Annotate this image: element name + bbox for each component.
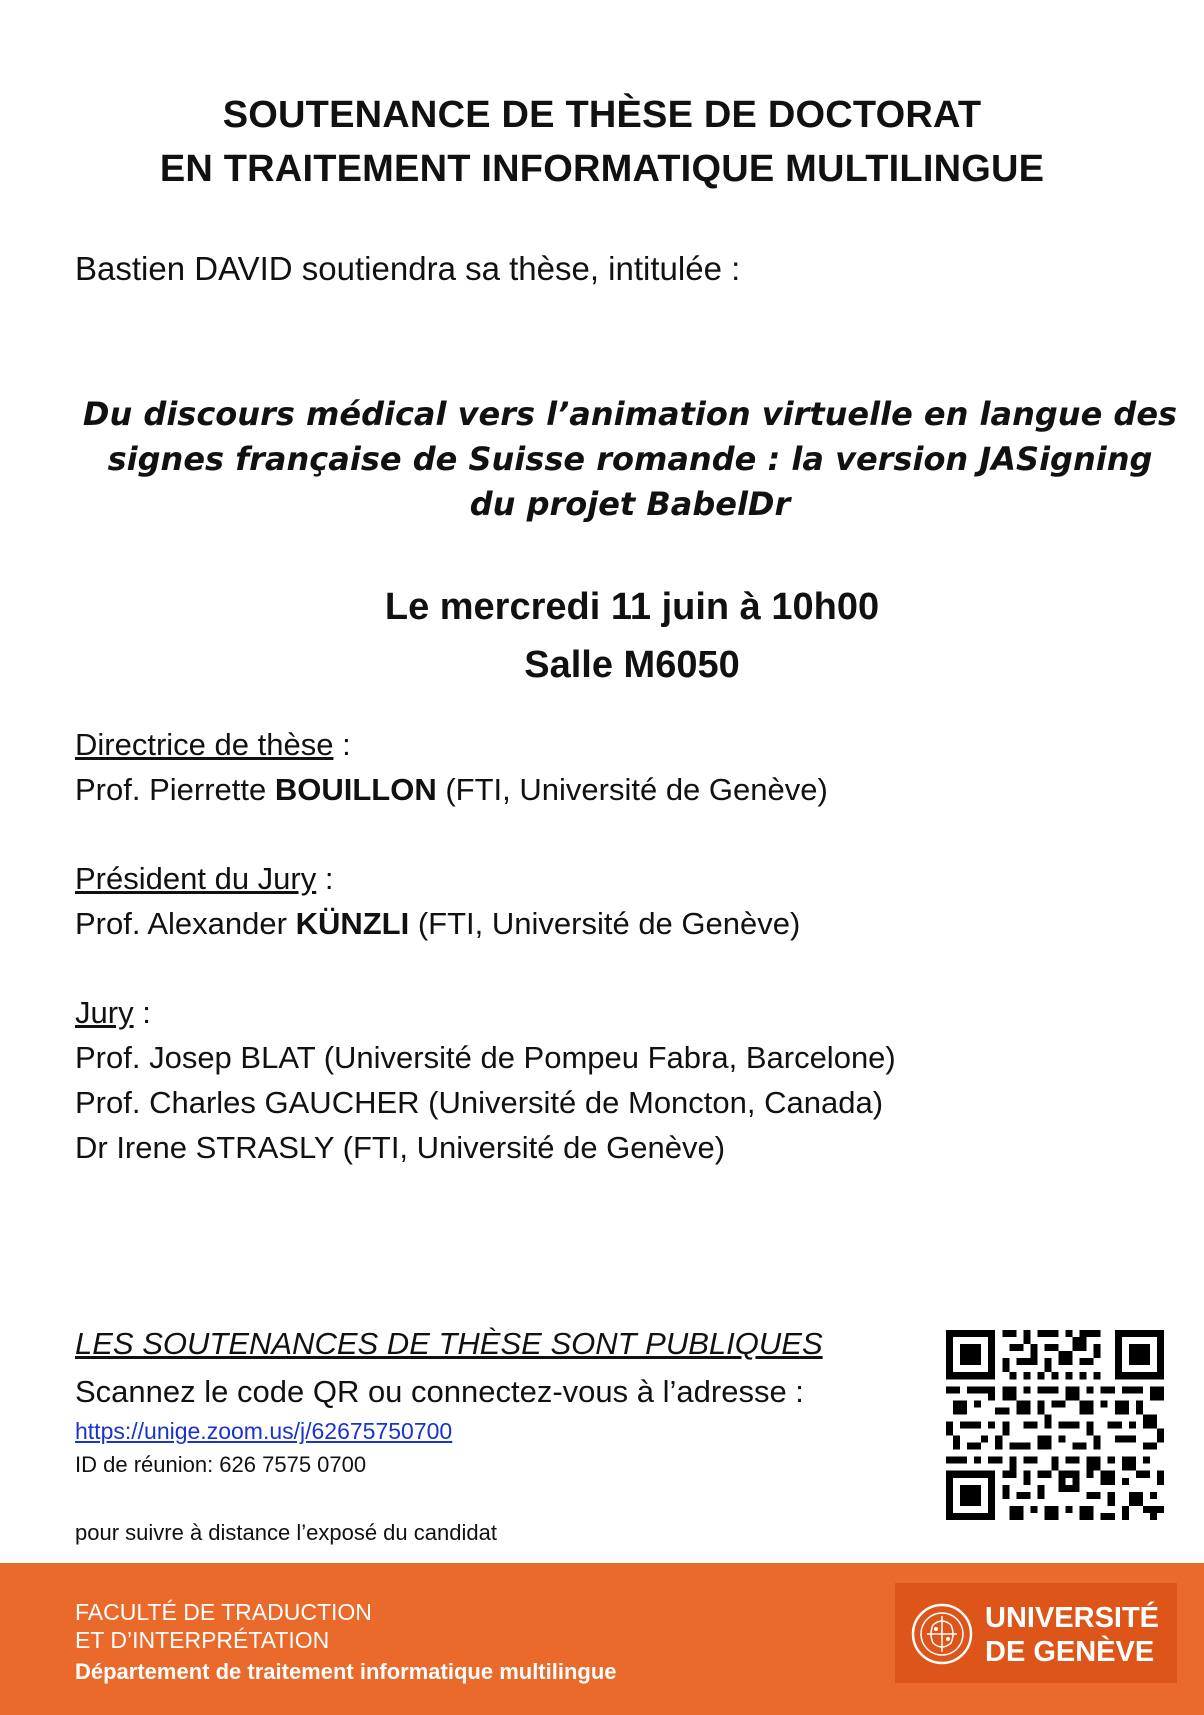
public-notice: LES SOUTENANCES DE THÈSE SONT PUBLIQUES	[75, 1326, 823, 1361]
event-date-time: Le mercredi 11 juin à 10h00	[384, 586, 880, 628]
logo-line-1: UNIVERSITÉ	[985, 1602, 1160, 1634]
directrice-colon: :	[333, 727, 351, 762]
jury-colon: :	[133, 995, 151, 1030]
thesis-title-line-1: Du discours médical vers l’animation virtuelle en langue des	[82, 395, 1178, 433]
intro-text: Bastien DAVID soutiendra sa thèse, intitulée :	[75, 250, 741, 287]
president-label: Président du Jury	[75, 861, 317, 896]
faculty-line-1: FACULTÉ DE TRADUCTION	[75, 1599, 372, 1625]
directrice-affiliation: (FTI, Université de Genève)	[436, 772, 828, 807]
directrice-section	[75, 722, 828, 812]
thesis-title	[80, 392, 1180, 527]
president-colon: :	[316, 861, 334, 896]
logo-line-2: DE GENÈVE	[985, 1636, 1155, 1668]
directrice-person	[75, 767, 828, 812]
faculty-line-2: ET D’INTERPRÉTATION	[75, 1627, 330, 1653]
thesis-title-line-2: signes française de Suisse romande : la version JASigning	[107, 440, 1153, 478]
president-section	[75, 856, 800, 946]
university-seal-icon	[911, 1603, 973, 1665]
poster-title	[0, 88, 1204, 196]
remote-note: pour suivre à distance l’exposé du candidat	[75, 1520, 497, 1545]
title-line-1: SOUTENANCE DE THÈSE DE DOCTORAT	[222, 94, 982, 136]
jury-member: Dr Irene STRASLY (FTI, Université de Genève)	[75, 1130, 726, 1165]
faculty-name	[75, 1598, 372, 1654]
directrice-heading	[75, 722, 828, 767]
thesis-title-line-3: du projet BabelDr	[469, 485, 791, 523]
unige-wordmark	[985, 1601, 1159, 1669]
zoom-link[interactable]: https://unige.zoom.us/j/62675750700	[75, 1418, 453, 1444]
jury-heading	[75, 990, 896, 1035]
directrice-name: BOUILLON	[274, 772, 437, 807]
jury-member: Prof. Josep BLAT (Université de Pompeu Fabra, Barcelone)	[75, 1040, 896, 1075]
qr-code[interactable]	[946, 1330, 1164, 1520]
president-heading	[75, 856, 800, 901]
meeting-id: ID de réunion: 626 7575 0700	[75, 1452, 367, 1477]
footer-bar	[0, 1563, 1204, 1715]
event-room: Salle M6050	[524, 644, 740, 686]
directrice-prefix: Prof. Pierrette	[75, 772, 275, 807]
directrice-label: Directrice de thèse	[75, 727, 334, 762]
scan-instruction: Scannez le code QR ou connectez-vous à l’adresse :	[75, 1374, 804, 1409]
jury-member: Prof. Charles GAUCHER (Université de Moncton, Canada)	[75, 1085, 884, 1120]
president-person	[75, 901, 800, 946]
president-prefix: Prof. Alexander	[75, 906, 296, 941]
department-name: Département de traitement informatique multilingue	[75, 1659, 617, 1684]
jury-label: Jury	[75, 995, 134, 1030]
title-line-2: EN TRAITEMENT INFORMATIQUE MULTILINGUE	[159, 148, 1045, 190]
unige-logo	[895, 1583, 1177, 1683]
jury-section	[75, 990, 896, 1170]
event-info	[0, 578, 1204, 694]
president-affiliation: (FTI, Université de Genève)	[409, 906, 801, 941]
president-name: KÜNZLI	[295, 906, 410, 941]
